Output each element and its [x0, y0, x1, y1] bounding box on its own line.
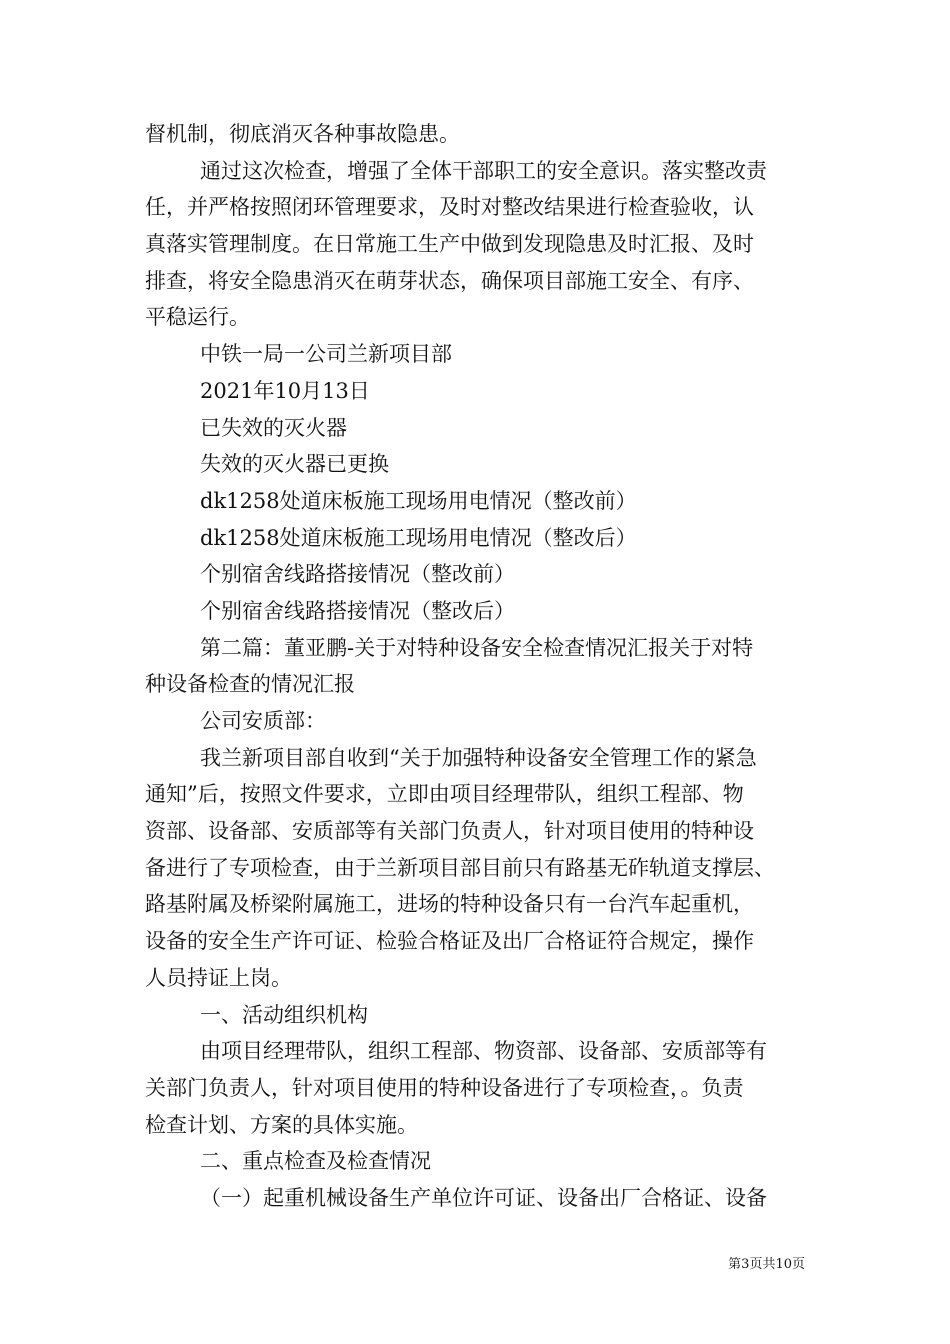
- text-line: 通知”后，按照文件要求，立即由项目经理带队，组织工程部、物: [145, 782, 744, 807]
- text-line: 一、活动组织机构: [200, 1002, 368, 1027]
- text-line: 二、重点检查及检查情况: [200, 1149, 431, 1174]
- text-line: 我兰新项目部自收到“关于加强特种设备安全管理工作的紧急: [200, 745, 757, 770]
- text-line: 公司安质部：: [200, 709, 326, 733]
- text-line: 检查计划、方案的具体实施。: [145, 1112, 418, 1137]
- text-line: 已失效的灭火器: [200, 415, 347, 440]
- text-line: 路基附属及桥梁附属施工，进场的特种设备只有一台汽车起重机，: [145, 892, 754, 917]
- text-line: 关部门负责人，针对项目使用的特种设备进行了专项检查，。负责: [145, 1075, 744, 1100]
- text-line: 人员持证上岗。: [145, 965, 292, 990]
- text-line: 中铁一局一公司兰新项目部: [200, 342, 452, 367]
- text-line: 排查，将安全隐患消灭在萌芽状态，确保项目部施工安全、有序、: [145, 268, 754, 293]
- text-line: dk1258处道床板施工现场用电情况（整改后）: [200, 525, 637, 550]
- text-line: 2021年10月13日: [200, 378, 370, 403]
- document-body: [145, 116, 825, 1217]
- text-line: （一）起重机械设备生产单位许可证、设备出厂合格证、设备: [200, 1185, 767, 1210]
- text-line: 个别宿舍线路搭接情况（整改后）: [200, 598, 515, 623]
- text-line: 任，并严格按照闭环管理要求，及时对整改结果进行检查验收，认: [145, 195, 754, 220]
- text-line: 平稳运行。: [145, 305, 250, 330]
- text-line: 设备的安全生产许可证、检验合格证及出厂合格证符合规定，操作: [145, 929, 754, 954]
- text-line: 失效的灭火器已更换: [200, 452, 389, 477]
- text-line: 真落实管理制度。在日常施工生产中做到发现隐患及时汇报、及时: [145, 232, 754, 257]
- text-line: 通过这次检查，增强了全体干部职工的安全意识。落实整改责: [200, 158, 767, 183]
- text-line: 种设备检查的情况汇报: [145, 672, 355, 697]
- text-line: dk1258处道床板施工现场用电情况（整改前）: [200, 488, 637, 513]
- text-line: 个别宿舍线路搭接情况（整改前）: [200, 562, 515, 587]
- text-line: 备进行了专项检查，由于兰新项目部目前只有路基无砟轨道支撑层、: [145, 855, 775, 880]
- page-number: 第3页共10页: [728, 1257, 805, 1272]
- text-line: 督机制，彻底消灭各种事故隐患。: [145, 122, 460, 146]
- text-line: 资部、设备部、安质部等有关部门负责人，针对项目使用的特种设: [145, 819, 754, 844]
- text-line: 第二篇：董亚鹏-关于对特种设备安全检查情况汇报关于对特: [200, 635, 754, 660]
- text-line: 由项目经理带队，组织工程部、物资部、设备部、安质部等有: [200, 1039, 767, 1064]
